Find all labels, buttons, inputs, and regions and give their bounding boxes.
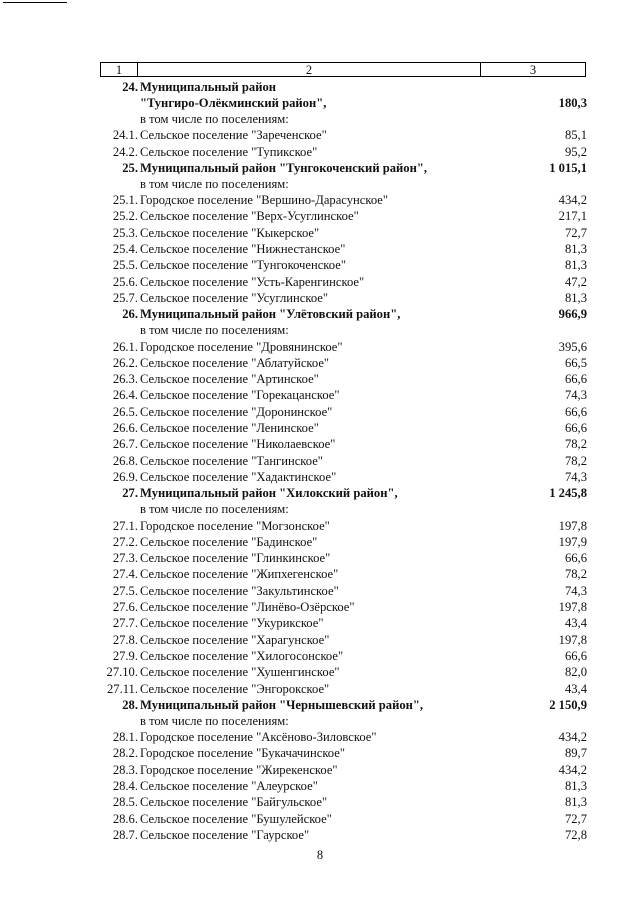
row-value: 78,2 <box>564 453 587 468</box>
table-row <box>100 371 590 387</box>
district-row <box>100 95 590 111</box>
table-row <box>100 241 590 257</box>
row-value: 434,2 <box>558 730 587 745</box>
row-name: Сельское поселение "Аблатуйское" <box>140 355 330 370</box>
note-row <box>100 501 590 517</box>
table-header <box>100 62 586 77</box>
row-number: 25.5. <box>112 258 138 273</box>
table-row <box>100 648 590 664</box>
row-number: 26.6. <box>112 421 138 436</box>
row-value: 197,9 <box>558 534 587 549</box>
note-row <box>100 111 590 127</box>
district-row <box>100 79 590 95</box>
table-row <box>100 550 590 566</box>
row-number: 28.2. <box>112 746 138 761</box>
row-name: Городское поселение "Букачачинское" <box>140 746 345 761</box>
row-number: 28.7. <box>112 827 138 842</box>
row-name: Сельское поселение "Горекацанское" <box>140 388 340 403</box>
row-number: 27.1. <box>112 518 138 533</box>
row-value: 1 245,8 <box>549 486 587 501</box>
table-row <box>100 339 590 355</box>
row-value: 78,2 <box>564 437 587 452</box>
row-value: 66,6 <box>564 648 587 663</box>
row-value: 966,9 <box>558 307 587 322</box>
row-name: в том числе по поселениям: <box>140 323 289 338</box>
row-name: Сельское поселение "Усть-Каренгинское" <box>140 274 365 289</box>
table-row <box>100 762 590 778</box>
row-name: в том числе по поселениям: <box>140 112 289 126</box>
row-value: 66,6 <box>564 404 587 419</box>
note-row <box>100 322 590 338</box>
row-number: 24. <box>122 80 138 94</box>
table-row <box>100 453 590 469</box>
row-value: 434,2 <box>558 193 587 208</box>
row-value: 72,7 <box>564 225 587 240</box>
row-number: 25.3. <box>112 225 138 240</box>
row-name: Сельское поселение "Николаевское" <box>140 437 336 452</box>
table-row <box>100 208 590 224</box>
row-value: 81,3 <box>564 258 587 273</box>
row-name: Сельское поселение "Доронинское" <box>140 404 333 419</box>
row-name: Сельское поселение "Харагунское" <box>140 632 330 647</box>
row-number: 26.1. <box>112 339 138 354</box>
row-name: Муниципальный район "Улётовский район", <box>140 307 401 322</box>
row-name: Сельское поселение "Тунгокоченское" <box>140 258 346 273</box>
table-row <box>100 566 590 582</box>
row-number: 26.8. <box>112 453 138 468</box>
row-value: 47,2 <box>564 274 587 289</box>
table-row <box>100 599 590 615</box>
row-name: Сельское поселение "Глинкинское" <box>140 551 331 566</box>
table-row <box>100 632 590 648</box>
row-name: Сельское поселение "Хушенгинское" <box>140 665 340 680</box>
row-value: 78,2 <box>564 567 587 582</box>
row-name: в том числе по поселениям: <box>140 502 289 517</box>
table-row <box>100 436 590 452</box>
row-name: Сельское поселение "Бушулейское" <box>140 811 332 826</box>
row-name: Городское поселение "Могзонское" <box>140 518 330 533</box>
row-number: 27.8. <box>112 632 138 647</box>
row-name: Сельское поселение "Нижнестанское" <box>140 242 346 257</box>
table-row <box>100 355 590 371</box>
row-number: 27. <box>122 486 138 501</box>
row-number: 26.2. <box>112 355 138 370</box>
header-col-2: 2 <box>138 63 481 76</box>
row-name: Городское поселение "Вершино-Дарасунское" <box>140 193 389 208</box>
row-number: 27.11. <box>106 681 138 696</box>
row-name: Сельское поселение "Хадактинское" <box>140 469 337 484</box>
note-row <box>100 176 590 192</box>
table-row <box>100 469 590 485</box>
district-row <box>100 697 590 713</box>
row-number: 26.7. <box>112 437 138 452</box>
row-number: 24.2. <box>112 144 138 159</box>
table-row <box>100 778 590 794</box>
row-value: 66,6 <box>564 421 587 436</box>
row-name: Муниципальный район "Чернышевский район", <box>140 697 424 712</box>
district-row <box>100 160 590 176</box>
row-value: 82,0 <box>564 665 587 680</box>
row-number: 26.5. <box>112 404 138 419</box>
row-value: 81,3 <box>564 290 587 305</box>
row-value: 89,7 <box>564 746 587 761</box>
table-row <box>100 404 590 420</box>
row-value: 66,6 <box>564 372 587 387</box>
row-value: 434,2 <box>558 762 587 777</box>
row-name: "Тунгиро-Олёкминский район", <box>140 96 327 110</box>
row-number: 27.2. <box>112 534 138 549</box>
row-name: Сельское поселение "Жипхегенское" <box>140 567 339 582</box>
row-value: 197,8 <box>558 600 587 615</box>
row-name: Сельское поселение "Усуглинское" <box>140 290 329 305</box>
row-number: 25.4. <box>112 242 138 257</box>
row-value: 43,4 <box>564 616 587 631</box>
table-row <box>100 290 590 306</box>
table-row <box>100 664 590 680</box>
table-row <box>100 127 590 143</box>
row-name: Сельское поселение "Бадинское" <box>140 534 318 549</box>
row-number: 28.4. <box>112 778 138 793</box>
table-row <box>100 144 590 160</box>
row-value: 74,3 <box>564 388 587 403</box>
row-number: 26. <box>122 307 138 322</box>
row-name: Муниципальный район <box>140 80 277 94</box>
row-number: 26.3. <box>112 372 138 387</box>
row-value: 2 150,9 <box>549 697 587 712</box>
row-name: Сельское поселение "Ленинское" <box>140 421 319 436</box>
row-number: 24.1. <box>112 128 138 143</box>
table-row <box>100 420 590 436</box>
row-number: 28.1. <box>112 730 138 745</box>
row-number: 28.6. <box>112 811 138 826</box>
table-row <box>100 729 590 745</box>
table-row <box>100 387 590 403</box>
row-name: Сельское поселение "Зареченское" <box>140 128 327 143</box>
row-number: 27.3. <box>112 551 138 566</box>
row-value: 66,6 <box>564 551 587 566</box>
row-number: 28.5. <box>112 795 138 810</box>
table-row <box>100 583 590 599</box>
district-row <box>100 485 590 501</box>
table-body <box>100 79 590 843</box>
row-value: 197,8 <box>558 632 587 647</box>
row-value: 72,8 <box>564 827 587 842</box>
table-row <box>100 192 590 208</box>
district-row <box>100 306 590 322</box>
row-name: Сельское поселение "Верх-Усуглинское" <box>140 209 359 224</box>
row-name: Сельское поселение "Кыкерское" <box>140 225 320 240</box>
row-name: Муниципальный район "Тунгокоченский район", <box>140 160 427 175</box>
row-value: 66,5 <box>564 355 587 370</box>
row-name: Городское поселение "Жирекенское" <box>140 762 338 777</box>
row-number: 25.2. <box>112 209 138 224</box>
row-number: 27.5. <box>112 583 138 598</box>
row-number: 25.1. <box>112 193 138 208</box>
row-number: 25. <box>122 160 138 175</box>
row-name: Сельское поселение "Укурикское" <box>140 616 324 631</box>
row-name: Сельское поселение "Гаурское" <box>140 827 310 842</box>
row-name: Городское поселение "Аксёново-Зиловское" <box>140 730 377 745</box>
table-row <box>100 745 590 761</box>
row-value: 395,6 <box>558 339 587 354</box>
row-number: 28. <box>122 697 138 712</box>
row-value: 197,8 <box>558 518 587 533</box>
row-value: 43,4 <box>564 681 587 696</box>
row-name: Сельское поселение "Хилогосонское" <box>140 648 344 663</box>
row-value: 81,3 <box>564 795 587 810</box>
row-number: 26.4. <box>112 388 138 403</box>
header-col-3: 3 <box>529 63 537 77</box>
row-value: 81,3 <box>564 778 587 793</box>
row-name: в том числе по поселениям: <box>140 713 289 728</box>
row-number: 27.4. <box>112 567 138 582</box>
table-row <box>100 225 590 241</box>
row-number: 27.9. <box>112 648 138 663</box>
row-number: 28.3. <box>112 762 138 777</box>
row-number: 27.7. <box>112 616 138 631</box>
row-value: 1 015,1 <box>549 160 587 175</box>
table-row <box>100 534 590 550</box>
header-col-1: 1 <box>101 63 138 76</box>
row-value: 85,1 <box>564 128 587 143</box>
row-value: 81,3 <box>564 242 587 257</box>
table-row <box>100 615 590 631</box>
note-row <box>100 713 590 729</box>
table-row <box>100 827 590 843</box>
row-name: Сельское поселение "Артинское" <box>140 372 319 387</box>
table-row <box>100 518 590 534</box>
row-number: 27.6. <box>112 600 138 615</box>
row-value: 74,3 <box>564 469 587 484</box>
row-name: в том числе по поселениям: <box>140 176 289 191</box>
row-name: Сельское поселение "Байгульское" <box>140 795 328 810</box>
row-name: Муниципальный район "Хилокский район", <box>140 486 398 501</box>
row-name: Сельское поселение "Энгорокское" <box>140 681 330 696</box>
table-row <box>100 811 590 827</box>
row-number: 27.10. <box>106 665 138 680</box>
row-value: 74,3 <box>564 583 587 598</box>
row-value: 217,1 <box>558 209 587 224</box>
row-value: 180,3 <box>558 96 587 110</box>
table-row <box>100 257 590 273</box>
row-name: Городское поселение "Дровянинское" <box>140 339 343 354</box>
page-number: 8 <box>316 848 324 862</box>
row-name: Сельское поселение "Тангинское" <box>140 453 323 468</box>
row-number: 25.7. <box>112 290 138 305</box>
row-value: 72,7 <box>564 811 587 826</box>
row-name: Сельское поселение "Линёво-Озёрское" <box>140 600 355 615</box>
row-value: 95,2 <box>564 144 587 159</box>
table-row <box>100 794 590 810</box>
row-number: 26.9. <box>112 469 138 484</box>
row-number: 25.6. <box>112 274 138 289</box>
row-name: Сельское поселение "Алеурское" <box>140 778 318 793</box>
table-row <box>100 681 590 697</box>
table-row <box>100 274 590 290</box>
row-name: Сельское поселение "Тупикское" <box>140 144 318 159</box>
row-name: Сельское поселение "Закультинское" <box>140 583 339 598</box>
top-rule <box>3 2 67 3</box>
